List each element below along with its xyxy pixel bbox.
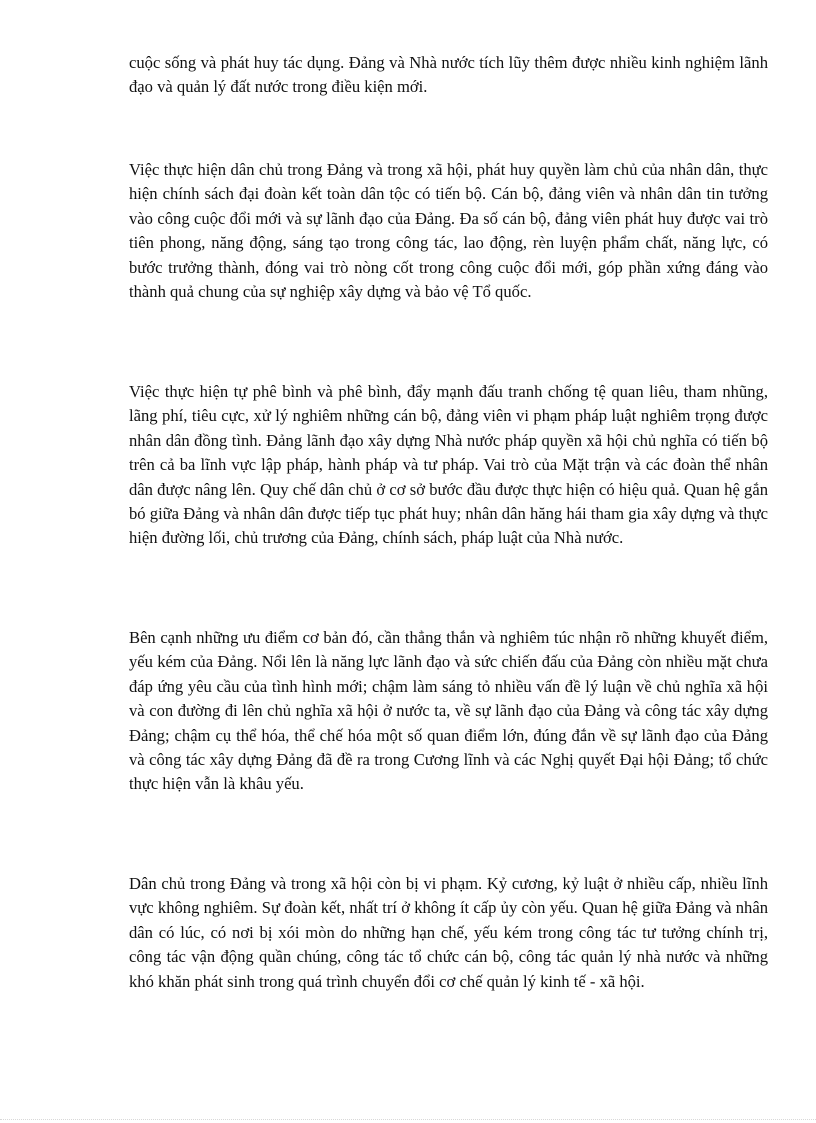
paragraph-1: cuộc sống và phát huy tác dụng. Đảng và Nhà nước tích lũy thêm được nhiều kinh nghiệm lãnh đạo và quản lý đất nước trong điều kiện mới.	[129, 53, 768, 97]
paragraph-5: Dân chủ trong Đảng và trong xã hội còn bị vi phạm. Kỷ cương, kỷ luật ở nhiều cấp, nhiều lĩnh vực không nghiêm. Sự đoàn kết, nhất trí ở không ít cấp ủy còn yếu. Quan hệ giữa Đảng và nhân dân có lúc, có nơi bị xói mòn do những hạn chế, yếu kém trong công tác tư tưởng chính trị, công tác vận động quần chúng, công tác tổ chức cán bộ, công tác quản lý nhà nước và những khó khăn phát sinh trong quá trình chuyển đổi cơ chế quản lý kinh tế - xã hội.	[129, 874, 768, 991]
page-bottom-divider	[0, 1119, 816, 1120]
paragraph-2: Việc thực hiện dân chủ trong Đảng và trong xã hội, phát huy quyền làm chủ của nhân dân, thực hiện chính sách đại đoàn kết toàn dân tộc có tiến bộ. Cán bộ, đảng viên và nhân dân tin tưởng vào công cuộc đổi mới và sự lãnh đạo của Đảng. Đa số cán bộ, đảng viên phát huy được vai trò tiên phong, năng động, sáng tạo trong công tác, lao động, rèn luyện phẩm chất, năng lực, có bước trưởng thành, đóng vai trò nòng cốt trong công cuộc đổi mới, góp phần xứng đáng vào thành quả chung của sự nghiệp xây dựng và bảo vệ Tổ quốc.	[129, 160, 768, 302]
paragraph-3: Việc thực hiện tự phê bình và phê bình, đẩy mạnh đấu tranh chống tệ quan liêu, tham nhũng, lãng phí, tiêu cực, xử lý nghiêm những cán bộ, đảng viên vi phạm pháp luật nghiêm trọng được nhân dân đồng tình. Đảng lãnh đạo xây dựng Nhà nước pháp quyền xã hội chủ nghĩa có tiến bộ trên cả ba lĩnh vực lập pháp, hành pháp và tư pháp. Vai trò của Mặt trận và các đoàn thể nhân dân được nâng lên. Quy chế dân chủ ở cơ sở bước đầu được thực hiện có hiệu quả. Quan hệ gắn bó giữa Đảng và nhân dân được tiếp tục phát huy; nhân dân hăng hái tham gia xây dựng và thực hiện đường lối, chủ trương của Đảng, chính sách, pháp luật của Nhà nước.	[129, 382, 768, 548]
paragraph-4: Bên cạnh những ưu điểm cơ bản đó, cần thẳng thắn và nghiêm túc nhận rõ những khuyết điểm, yếu kém của Đảng. Nổi lên là năng lực lãnh đạo và sức chiến đấu của Đảng còn nhiều mặt chưa đáp ứng yêu cầu của tình hình mới; chậm làm sáng tỏ nhiều vấn đề lý luận về chủ nghĩa xã hội và con đường đi lên chủ nghĩa xã hội ở nước ta, về sự lãnh đạo của Đảng và công tác xây dựng Đảng; chậm cụ thể hóa, thể chế hóa một số quan điểm lớn, đúng đắn về sự lãnh đạo của Đảng và công tác xây dựng Đảng đã đề ra trong Cương lĩnh và các Nghị quyết Đại hội Đảng; tổ chức thực hiện vẫn là khâu yếu.	[129, 628, 768, 794]
